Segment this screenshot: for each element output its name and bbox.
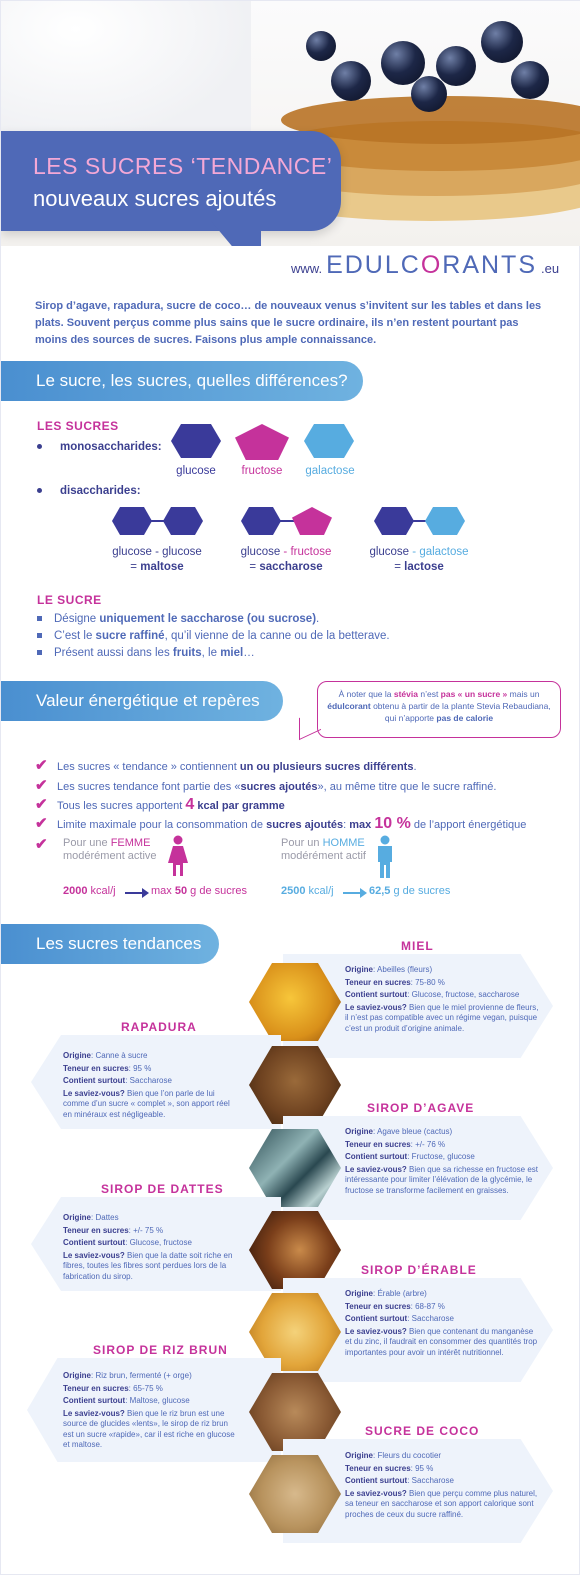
- checkmark-icon: ✔: [35, 836, 48, 853]
- le-sucre-list: [37, 611, 390, 662]
- maltose-label: glucose - glucose = maltose: [112, 546, 202, 573]
- glucose-label: glucose: [176, 465, 216, 477]
- woman-kcal: 2000 kcal/j: [63, 885, 116, 897]
- stevia-note: À noter que la stévia n’est pas « un sucre » mais un édulcorant obtenu à partir de la plante Stevia Rebaudiana, qui n’apporte pas de calorie: [317, 681, 561, 738]
- page-subtitle: nouveaux sucres ajoutés: [33, 186, 277, 211]
- le-sucre-label: LE SUCRE: [37, 593, 102, 607]
- glucose-hexagon: [374, 507, 414, 535]
- section-header-differences: Le sucre, les sucres, quelles différences?: [1, 361, 363, 401]
- glucose-hexagon: [241, 507, 281, 535]
- product-title-dattes: SIROP DE DATTES: [101, 1182, 224, 1196]
- product-info-miel: Origine: Abeilles (fleurs) Teneur en sucres: 75-80 % Contient surtout: Glucose, fructose, saccharose Le saviez-vous? Bien que le miel provienne de fleurs, il n’est pas compatible avec un régime vegan, puisque c’est un produit d’origine animale.: [345, 965, 539, 1033]
- man-text: Pour un HOMME modérément actif: [281, 837, 366, 862]
- hero-background: [1, 1, 251, 141]
- hero-image: [1, 1, 580, 246]
- monosaccharides-label: monosaccharides:: [37, 441, 162, 453]
- check-item: ✔ Les sucres « tendance » contiennent un ou plusieurs sucres différents.: [35, 757, 417, 774]
- checkmark-icon: ✔: [35, 815, 48, 832]
- man-kcal: 2500 kcal/j: [281, 885, 334, 897]
- intro-paragraph: Sirop d’agave, rapadura, sucre de coco… de nouveaux venus s’invitent sur les tables et dans les plats. Souvent perçus comme plus sains que le sucre ordinaire, ils n’en restent pourtant pas moins des sources de sucres. Faisons plus ample connaissance.: [35, 300, 542, 346]
- check-item: ✔ Limite maximale pour la consommation de sucres ajoutés: max 10 % de l’apport énergétique: [35, 815, 527, 832]
- glucose-hexagon: [163, 507, 203, 535]
- site-name: EDULCORANTS: [326, 251, 537, 279]
- fructose-label: fructose: [241, 465, 283, 477]
- product-title-coco: SUCRE DE COCO: [365, 1424, 480, 1438]
- les-sucres-label: LES SUCRES: [37, 419, 119, 433]
- list-item: C’est le sucre raffiné, qu’il vienne de la canne ou de la betterave.: [37, 628, 390, 645]
- checkmark-icon: ✔: [35, 796, 48, 813]
- checkmark-icon: ✔: [35, 777, 48, 794]
- check-item: ✔ Tous les sucres apportent 4 kcal par gramme: [35, 796, 285, 813]
- product-title-riz-brun: SIROP DE RIZ BRUN: [93, 1343, 228, 1357]
- bond-line: [151, 520, 165, 522]
- title-bubble-tail: [211, 221, 261, 246]
- product-info-coco: Origine: Fleurs du cocotier Teneur en sucres: 95 % Contient surtout: Saccharose Le saviez-vous? Bien que perçu comme plus naturel, sa teneur en saccharose et son apport calorique sont proches de ceux du sucre raffiné.: [345, 1451, 538, 1519]
- list-item: Désigne uniquement le saccharose (ou sucrose).: [37, 611, 390, 628]
- fructose-pentagon: [292, 507, 332, 535]
- galactose-hexagon: [304, 424, 354, 458]
- saccharose-label: glucose - fructose = saccharose: [240, 546, 332, 573]
- product-info-dattes: Origine: Dattes Teneur en sucres: +/- 75 % Contient surtout: Glucose, fructose Le saviez-vous? Bien que la datte soit riche en fibres, toutes les fibres sont perdues lors de la fabrication du sirop.: [63, 1213, 233, 1281]
- bond-line: [413, 520, 427, 522]
- product-title-erable: SIROP D’ÉRABLE: [361, 1263, 477, 1277]
- arrow-icon: [125, 892, 147, 894]
- check-item: [35, 835, 57, 853]
- check-item: ✔ Les sucres tendance font partie des «sucres ajoutés», au même titre que le sucre raffiné.: [35, 777, 497, 794]
- woman-text: Pour une FEMME modérément active: [63, 837, 157, 862]
- galactose-hexagon: [425, 507, 465, 535]
- fructose-pentagon: [235, 424, 289, 460]
- man-icon: [375, 835, 395, 879]
- checkmark-icon: ✔: [35, 757, 48, 774]
- woman-max: max 50 g de sucres: [151, 885, 248, 897]
- product-title-agave: SIROP D’AGAVE: [367, 1101, 475, 1115]
- title-bubble: [1, 131, 341, 231]
- page-title: LES SUCRES ‘TENDANCE’: [33, 153, 333, 179]
- product-info-erable: Origine: Érable (arbre) Teneur en sucres: 68-87 % Contient surtout: Saccharose Le saviez-vous? Bien que contenant du manganèse et du zinc, il faudrait en consommer des quantités trop importantes pour avoir un intérêt nutritionnel.: [345, 1289, 538, 1357]
- man-max: 62,5 g de sucres: [369, 885, 451, 897]
- product-info-agave: Origine: Agave bleue (cactus) Teneur en sucres: +/- 76 % Contient surtout: Fructose, glucose Le saviez-vous? Bien que sa richesse en fructose est intéressante pour limiter l’élévation de la glycémie, le fructose se transforme facilement en graisses.: [345, 1127, 539, 1195]
- bond-line: [280, 520, 294, 522]
- section-header-energy: Valeur énergétique et repères: [1, 681, 283, 721]
- galactose-label: galactose: [305, 465, 355, 477]
- product-title-miel: MIEL: [401, 939, 434, 953]
- woman-icon: [167, 835, 189, 877]
- website-logo[interactable]: [291, 251, 559, 280]
- arrow-icon: [343, 892, 365, 894]
- product-title-rapadura: RAPADURA: [121, 1020, 197, 1034]
- site-prefix: www.: [291, 261, 323, 276]
- site-suffix: .eu: [541, 261, 560, 276]
- glucose-hexagon: [112, 507, 152, 535]
- lactose-label: glucose - galactose = lactose: [369, 546, 469, 573]
- section-header-trendy: Les sucres tendances: [1, 924, 219, 964]
- product-info-riz-brun: Origine: Riz brun, fermenté (+ orge) Teneur en sucres: 65-75 % Contient surtout: Maltose, glucose Le saviez-vous? Bien que le riz brun est une source de glucides «lents», le sirop de riz brun est un sucre «rapide», car il est riche en glucose et maltose.: [63, 1371, 235, 1449]
- glucose-hexagon: [171, 424, 221, 458]
- disaccharides-label: disaccharides:: [37, 485, 141, 497]
- product-info-rapadura: Origine: Canne à sucre Teneur en sucres: 95 % Contient surtout: Saccharose Le saviez-vous? Bien que l’on parle de lui comme d’un sucre « complet », son apport réel en minéraux est négligeable.: [63, 1051, 230, 1119]
- list-item: Présent aussi dans les fruits, le miel…: [37, 645, 390, 662]
